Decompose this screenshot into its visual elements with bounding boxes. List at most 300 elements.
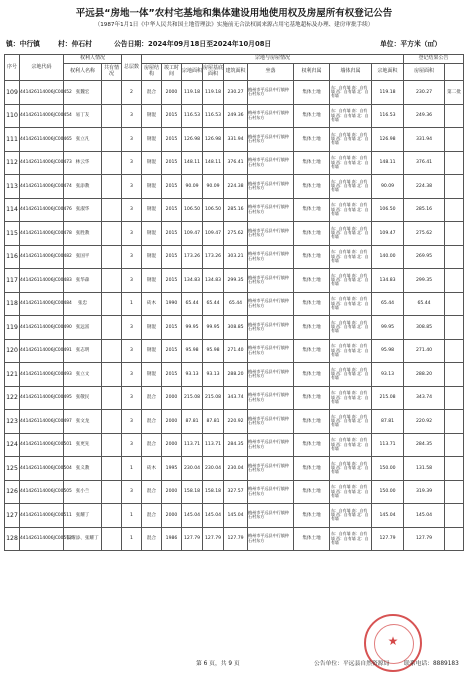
row-co-owner (102, 104, 122, 128)
row-remark (445, 198, 464, 222)
row-ownership: 集体土地 (294, 128, 330, 152)
table-row (5, 480, 464, 504)
row-boundary: 东：自有墙 南：自有墙 西：自有墙 北：自有墙 (330, 175, 372, 199)
row-seq: 120 (5, 339, 20, 363)
row-structure: 砖木 (142, 292, 162, 316)
row-remark: 第二批 (445, 81, 464, 105)
row-base-area: 127.79 (203, 527, 224, 551)
row-structure: 钢混 (142, 175, 162, 199)
row-location: 梅州市平远县中行镇仲石村东方 (248, 292, 294, 316)
header-boundary: 墙体归属 (330, 64, 372, 81)
row-co-owner (102, 339, 122, 363)
row-structure: 钢混 (142, 316, 162, 340)
row-location: 梅州市平远县中行镇仲石村东方 (248, 81, 294, 105)
row-co-owner (102, 316, 122, 340)
row-res-house-area: 308.85 (404, 316, 445, 340)
row-code: 441426114006JC00505 (20, 480, 64, 504)
row-building-area: 220.92 (224, 410, 248, 434)
row-year-built: 1986 (162, 527, 182, 551)
issuer-label: 公告单位：平远县自然资源局 (314, 661, 390, 667)
row-total-floors: 3 (122, 410, 142, 434)
table-row (5, 81, 464, 105)
row-res-parcel-area: 109.47 (372, 222, 404, 246)
row-code: 441426114006JC00484 (20, 292, 64, 316)
row-res-house-area: 288.20 (404, 363, 445, 387)
table-row (5, 410, 464, 434)
notice-title: 平远县“房地一体”农村宅基地和集体建设用地使用权及房屋所有权登记公告 (75, 8, 393, 19)
row-boundary: 东：自有墙 南：自有墙 西：自有墙 北：自有墙 (330, 81, 372, 105)
row-res-parcel-area: 99.95 (372, 316, 404, 340)
row-total-floors: 3 (122, 433, 142, 457)
row-res-house-area: 224.38 (404, 175, 445, 199)
row-year-built: 2015 (162, 269, 182, 293)
row-res-house-area: 331.94 (404, 128, 445, 152)
row-holder-name: 张小兰 (64, 480, 102, 504)
row-res-house-area: 131.58 (404, 457, 445, 481)
row-res-house-area: 127.79 (404, 527, 445, 551)
row-total-floors: 3 (122, 386, 142, 410)
row-location: 梅州市平远县中行镇仲石村东方 (248, 386, 294, 410)
row-building-area: 145.04 (224, 504, 248, 528)
row-seq: 113 (5, 175, 20, 199)
row-structure: 混合 (142, 433, 162, 457)
row-remark (445, 245, 464, 269)
row-seq: 117 (5, 269, 20, 293)
row-parcel-area: 93.13 (182, 363, 203, 387)
row-res-parcel-area: 93.13 (372, 363, 404, 387)
row-parcel-area: 173.26 (182, 245, 203, 269)
row-location: 梅州市平远县中行镇仲石村东方 (248, 128, 294, 152)
row-res-parcel-area: 87.81 (372, 410, 404, 434)
page-number: 第 6 页，共 9 页 (196, 661, 240, 667)
header-co-owner: 共有情况 (102, 64, 122, 81)
row-base-area: 106.50 (203, 198, 224, 222)
table-row (5, 457, 464, 481)
row-boundary: 东：自有墙 南：自有墙 西：自有墙 北：自有墙 (330, 292, 372, 316)
row-total-floors: 1 (122, 504, 142, 528)
row-res-parcel-area: 95.98 (372, 339, 404, 363)
row-location: 梅州市平远县中行镇仲石村东方 (248, 410, 294, 434)
row-location: 梅州市平远县中行镇仲石村东方 (248, 433, 294, 457)
row-ownership: 集体土地 (294, 363, 330, 387)
row-base-area: 93.13 (203, 363, 224, 387)
row-remark (445, 480, 464, 504)
row-boundary: 东：自有墙 南：自有墙 西：自有墙 北：自有墙 (330, 480, 372, 504)
row-boundary: 东：自有墙 南：自有墙 西：自有墙 北：自有墙 (330, 457, 372, 481)
row-holder-name: 张胜教 (64, 222, 102, 246)
row-total-floors: 3 (122, 363, 142, 387)
header-structure: 房屋结构 (142, 64, 162, 81)
row-res-house-area: 220.92 (404, 410, 445, 434)
row-location: 梅州市平远县中行镇仲石村东方 (248, 198, 294, 222)
row-seq: 118 (5, 292, 20, 316)
row-seq: 128 (5, 527, 20, 551)
row-res-house-area: 284.35 (404, 433, 445, 457)
row-year-built: 2000 (162, 480, 182, 504)
row-res-house-area: 376.41 (404, 151, 445, 175)
row-co-owner (102, 386, 122, 410)
row-location: 梅州市平远县中行镇仲石村东方 (248, 175, 294, 199)
row-parcel-area: 148.11 (182, 151, 203, 175)
table-row (5, 527, 464, 551)
row-total-floors: 3 (122, 198, 142, 222)
row-total-floors: 3 (122, 151, 142, 175)
row-co-owner (102, 175, 122, 199)
row-boundary: 东：自有墙 南：自有墙 西：自有墙 北：自有墙 (330, 151, 372, 175)
row-total-floors: 2 (122, 81, 142, 105)
row-seq: 119 (5, 316, 20, 340)
row-seq: 127 (5, 504, 20, 528)
row-res-house-area: 319.39 (404, 480, 445, 504)
row-ownership: 集体土地 (294, 104, 330, 128)
row-boundary: 东：自有墙 南：自有墙 西：自有墙 北：自有墙 (330, 245, 372, 269)
row-year-built: 2015 (162, 175, 182, 199)
row-holder-name: 张文龙 (64, 410, 102, 434)
row-boundary: 东：自有墙 南：自有墙 西：自有墙 北：自有墙 (330, 222, 372, 246)
row-seq: 123 (5, 410, 20, 434)
row-parcel-area: 90.09 (182, 175, 203, 199)
row-parcel-area: 106.50 (182, 198, 203, 222)
row-year-built: 2015 (162, 198, 182, 222)
row-building-area: 284.35 (224, 433, 248, 457)
row-code: 441426114006JC00483 (20, 269, 64, 293)
row-res-house-area: 65.44 (404, 292, 445, 316)
row-ownership: 集体土地 (294, 386, 330, 410)
row-holder-name: 张华森 (64, 269, 102, 293)
row-co-owner (102, 222, 122, 246)
row-total-floors: 3 (122, 316, 142, 340)
row-base-area: 113.71 (203, 433, 224, 457)
row-ownership: 集体土地 (294, 175, 330, 199)
row-parcel-area: 134.83 (182, 269, 203, 293)
header-rights-holder: 权利人情况 (64, 55, 122, 64)
table-row (5, 245, 464, 269)
row-co-owner (102, 269, 122, 293)
row-res-house-area: 269.95 (404, 245, 445, 269)
row-location: 梅州市平远县中行镇仲石村东方 (248, 245, 294, 269)
row-holder-name: 张耀丁 (64, 504, 102, 528)
row-code: 441426114006JC00474 (20, 175, 64, 199)
row-co-owner (102, 457, 122, 481)
row-boundary: 东：自有墙 南：自有墙 西：自有墙 北：自有墙 (330, 527, 372, 551)
row-co-owner (102, 245, 122, 269)
row-structure: 钢混 (142, 269, 162, 293)
row-ownership: 集体土地 (294, 316, 330, 340)
row-code: 441426114006JC00452 (20, 81, 64, 105)
row-structure: 钢混 (142, 198, 162, 222)
row-location: 梅州市平远县中行镇仲石村东方 (248, 104, 294, 128)
row-remark (445, 151, 464, 175)
row-holder-name: 张远富 (64, 316, 102, 340)
table-row (5, 363, 464, 387)
row-code: 441426114006JC00493 (20, 363, 64, 387)
row-building-area: 331.94 (224, 128, 248, 152)
row-boundary: 东：自有墙 南：自有墙 西：自有墙 北：自有墙 (330, 104, 372, 128)
table-row (5, 128, 464, 152)
row-building-area: 308.85 (224, 316, 248, 340)
row-boundary: 东：自有墙 南：自有墙 西：自有墙 北：自有墙 (330, 386, 372, 410)
row-seq: 111 (5, 128, 20, 152)
row-res-house-area: 343.74 (404, 386, 445, 410)
row-co-owner (102, 433, 122, 457)
row-res-parcel-area: 145.04 (372, 504, 404, 528)
row-res-house-area: 271.40 (404, 339, 445, 363)
row-boundary: 东：自有墙 南：自有墙 西：自有墙 北：自有墙 (330, 339, 372, 363)
row-structure: 钢混 (142, 339, 162, 363)
row-res-parcel-area: 90.09 (372, 175, 404, 199)
row-code: 441426114006JC00465 (20, 128, 64, 152)
row-base-area: 134.83 (203, 269, 224, 293)
row-remark (445, 433, 464, 457)
row-structure: 混合 (142, 410, 162, 434)
row-co-owner (102, 480, 122, 504)
row-building-area: 285.16 (224, 198, 248, 222)
row-res-parcel-area: 134.83 (372, 269, 404, 293)
row-holder-name: 张淑华 (64, 198, 102, 222)
row-boundary: 东：自有墙 南：自有墙 西：自有墙 北：自有墙 (330, 504, 372, 528)
town-label: 镇：中行镇 (6, 40, 40, 48)
row-year-built: 2015 (162, 222, 182, 246)
village-label: 村：仲石村 (58, 40, 92, 48)
row-holder-name: 张更先 (64, 433, 102, 457)
row-base-area: 116.53 (203, 104, 224, 128)
row-base-area: 158.18 (203, 480, 224, 504)
row-ownership: 集体土地 (294, 222, 330, 246)
row-code: 441426114006JC00491 (20, 339, 64, 363)
table-row (5, 151, 464, 175)
row-holder-name: 张志明 (64, 339, 102, 363)
row-ownership: 集体土地 (294, 339, 330, 363)
row-building-area: 288.20 (224, 363, 248, 387)
row-remark (445, 363, 464, 387)
row-year-built: 2015 (162, 151, 182, 175)
row-structure: 钢混 (142, 151, 162, 175)
row-ownership: 集体土地 (294, 527, 330, 551)
row-co-owner (102, 363, 122, 387)
row-res-parcel-area: 106.50 (372, 198, 404, 222)
table-row (5, 104, 464, 128)
row-building-area: 303.21 (224, 245, 248, 269)
row-holder-name: 张敬民 (64, 386, 102, 410)
row-parcel-area: 215.08 (182, 386, 203, 410)
row-structure: 钢混 (142, 363, 162, 387)
row-code: 441426114006JC00482 (20, 245, 64, 269)
table-row (5, 292, 464, 316)
header-seq: 序号 (5, 55, 20, 81)
table-row (5, 316, 464, 340)
row-building-area: 327.57 (224, 480, 248, 504)
row-structure: 混合 (142, 527, 162, 551)
row-seq: 124 (5, 433, 20, 457)
row-location: 梅州市平远县中行镇仲石村东方 (248, 151, 294, 175)
row-ownership: 集体土地 (294, 151, 330, 175)
header-location: 坐落 (248, 64, 294, 81)
row-ownership: 集体土地 (294, 410, 330, 434)
row-parcel-area: 65.44 (182, 292, 203, 316)
header-res-parcel-area: 宗地面积 (372, 64, 404, 81)
row-building-area: 230.27 (224, 81, 248, 105)
row-co-owner (102, 81, 122, 105)
row-year-built: 2015 (162, 104, 182, 128)
row-building-area: 230.04 (224, 457, 248, 481)
row-seq: 126 (5, 480, 20, 504)
row-structure: 混合 (142, 504, 162, 528)
row-total-floors: 3 (122, 222, 142, 246)
row-co-owner (102, 504, 122, 528)
row-building-area: 224.38 (224, 175, 248, 199)
row-base-area: 90.09 (203, 175, 224, 199)
row-remark (445, 104, 464, 128)
row-year-built: 2015 (162, 316, 182, 340)
row-boundary: 东：自有墙 南：自有墙 西：自有墙 北：自有墙 (330, 198, 372, 222)
header-total-floors: 总层数 (122, 55, 142, 81)
official-seal: ★ (364, 614, 422, 672)
header-code: 宗地代码 (20, 55, 64, 81)
row-ownership: 集体土地 (294, 504, 330, 528)
row-co-owner (102, 410, 122, 434)
row-location: 梅州市平远县中行镇仲石村东方 (248, 527, 294, 551)
row-base-area: 109.47 (203, 222, 224, 246)
header-parcel-group: 宗地与房屋情况 (142, 55, 404, 64)
row-res-parcel-area: 148.11 (372, 151, 404, 175)
row-location: 梅州市平远县中行镇仲石村东方 (248, 457, 294, 481)
row-building-area: 271.40 (224, 339, 248, 363)
row-base-area: 148.11 (203, 151, 224, 175)
header-ownership: 权利归属 (294, 64, 330, 81)
row-ownership: 集体土地 (294, 433, 330, 457)
row-holder-name: 张立凡 (64, 128, 102, 152)
row-base-area: 215.08 (203, 386, 224, 410)
row-co-owner (102, 292, 122, 316)
row-seq: 116 (5, 245, 20, 269)
row-remark (445, 457, 464, 481)
row-res-house-area: 249.36 (404, 104, 445, 128)
row-parcel-area: 230.04 (182, 457, 203, 481)
table-row (5, 339, 464, 363)
row-res-house-area: 275.62 (404, 222, 445, 246)
table-row (5, 504, 464, 528)
register-body (5, 81, 464, 551)
row-res-parcel-area: 119.18 (372, 81, 404, 105)
row-structure: 钢混 (142, 128, 162, 152)
row-res-house-area: 145.04 (404, 504, 445, 528)
row-res-parcel-area: 65.44 (372, 292, 404, 316)
row-code: 441426114006JC00495 (20, 386, 64, 410)
row-res-parcel-area: 116.53 (372, 104, 404, 128)
row-total-floors: 1 (122, 457, 142, 481)
row-code: 441426114006JC00512 (20, 527, 64, 551)
row-parcel-area: 109.47 (182, 222, 203, 246)
row-total-floors: 3 (122, 339, 142, 363)
row-co-owner (102, 128, 122, 152)
row-base-area: 87.81 (203, 410, 224, 434)
row-base-area: 230.04 (203, 457, 224, 481)
row-parcel-area: 116.53 (182, 104, 203, 128)
row-total-floors: 1 (122, 292, 142, 316)
row-year-built: 2015 (162, 128, 182, 152)
row-structure: 混合 (142, 81, 162, 105)
row-structure: 混合 (142, 386, 162, 410)
header-res-house-area: 房屋面积 (404, 64, 445, 81)
row-boundary: 东：自有墙 南：自有墙 西：自有墙 北：自有墙 (330, 128, 372, 152)
row-total-floors: 1 (122, 527, 142, 551)
row-structure: 混合 (142, 480, 162, 504)
row-base-area: 126.98 (203, 128, 224, 152)
row-res-parcel-area: 150.00 (372, 480, 404, 504)
row-ownership: 集体土地 (294, 292, 330, 316)
row-parcel-area: 113.71 (182, 433, 203, 457)
row-parcel-area: 119.18 (182, 81, 203, 105)
row-year-built: 2015 (162, 245, 182, 269)
row-parcel-area: 87.81 (182, 410, 203, 434)
table-row (5, 222, 464, 246)
row-seq: 121 (5, 363, 20, 387)
row-total-floors: 3 (122, 269, 142, 293)
row-ownership: 集体土地 (294, 81, 330, 105)
row-building-area: 127.79 (224, 527, 248, 551)
row-holder-name: 张忠 (64, 292, 102, 316)
row-parcel-area: 126.98 (182, 128, 203, 152)
row-seq: 110 (5, 104, 20, 128)
row-res-parcel-area: 113.71 (372, 433, 404, 457)
row-year-built: 1995 (162, 457, 182, 481)
row-base-area: 173.26 (203, 245, 224, 269)
row-location: 梅州市平远县中行镇仲石村东方 (248, 269, 294, 293)
row-location: 梅州市平远县中行镇仲石村东方 (248, 316, 294, 340)
row-remark (445, 339, 464, 363)
row-building-area: 299.35 (224, 269, 248, 293)
row-seq: 109 (5, 81, 20, 105)
row-res-house-area: 230.27 (404, 81, 445, 105)
row-holder-name: 张义教 (64, 457, 102, 481)
row-holder-name: 张魏宏 (64, 81, 102, 105)
table-row (5, 269, 464, 293)
row-res-house-area: 299.35 (404, 269, 445, 293)
row-boundary: 东：自有墙 南：自有墙 西：自有墙 北：自有墙 (330, 363, 372, 387)
row-holder-name: 张添教 (64, 175, 102, 199)
row-remark (445, 504, 464, 528)
row-base-area: 119.18 (203, 81, 224, 105)
row-co-owner (102, 151, 122, 175)
row-res-parcel-area: 215.08 (372, 386, 404, 410)
row-parcel-area: 95.98 (182, 339, 203, 363)
row-code: 441426114006JC00454 (20, 104, 64, 128)
row-building-area: 343.74 (224, 386, 248, 410)
row-total-floors: 3 (122, 480, 142, 504)
row-remark (445, 269, 464, 293)
row-ownership: 集体土地 (294, 245, 330, 269)
row-holder-name: 张国平 (64, 245, 102, 269)
header-parcel-area: 宗地面积 (182, 64, 203, 81)
row-code: 441426114006JC00501 (20, 433, 64, 457)
row-code: 441426114006JC00476 (20, 198, 64, 222)
row-location: 梅州市平远县中行镇仲石村东方 (248, 504, 294, 528)
row-boundary: 东：自有墙 南：自有墙 西：自有墙 北：自有墙 (330, 316, 372, 340)
row-total-floors: 3 (122, 175, 142, 199)
row-building-area: 249.36 (224, 104, 248, 128)
row-holder-name: 林云华 (64, 151, 102, 175)
row-parcel-area: 145.04 (182, 504, 203, 528)
row-remark (445, 292, 464, 316)
row-building-area: 376.41 (224, 151, 248, 175)
row-code: 441426114006JC00490 (20, 316, 64, 340)
row-base-area: 99.95 (203, 316, 224, 340)
row-structure: 钢混 (142, 104, 162, 128)
row-co-owner (102, 198, 122, 222)
row-total-floors: 3 (122, 104, 142, 128)
header-building-area: 建筑面积 (224, 64, 248, 81)
table-row (5, 198, 464, 222)
